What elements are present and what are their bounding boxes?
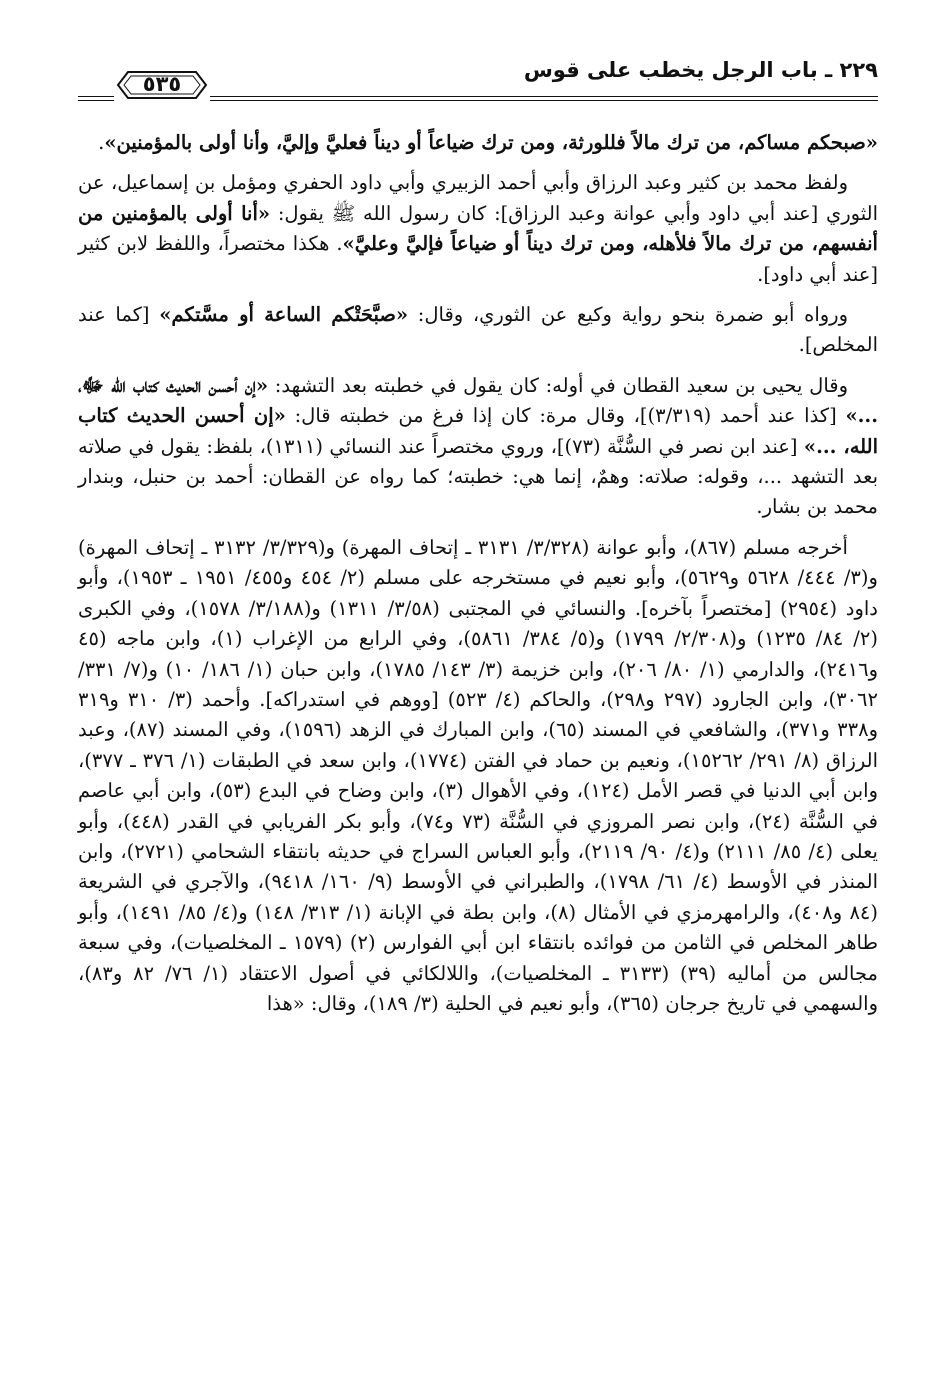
hadith-text: «أنا أولى بالمؤمنين من أنفسهم، من ترك مالاً فلأهله، ومن ترك ديناً أو ضياعاً فإليَّ وعليَّ»: [78, 201, 878, 256]
hadith-text: «صبحكم مساكم، من ترك مالاً فللورثة، ومن ترك ضياعاً أو ديناً فعليَّ وإليَّ، وأنا أولى بالمؤمنين»: [104, 131, 878, 154]
text-run: أخرجه مسلم (٨٦٧)، وأبو عوانة (٣/٣٢٨/ ٣١٣١ ـ إتحاف المهرة) و(٣/٣٢٩/ ٣١٣٢ ـ إتحاف المهرة) و(٣/ ٤٤٤/ ٥٦٢٨ و٥٦٢٩)، وأبو نعيم في مستخرجه على مسلم (٢/ ٤٥٤ و٤٥٥/ ١٩٥١ ـ ١٩٥٣)، وأبو داود (٢٩٥٤) [مختصراً بآخره]. والنسائي في المجتبى (٣/٥٨/ ١٣١١) و(٣/١٨٨/ ١٥٧٨)، وفي الكبرى (٢/ ٨٤/ ١٢٣٥) و(٢/٣٠٨/ ١٧٩٩) و(٥/ ٣٨٤/ ٥٨٦١)، وفي الرابع من الإغراب (١)، وابن ماجه (٤٥ و٢٤١٦)، والدارمي (١/ ٨٠/ ٢٠٦)، وابن خزيمة (٣/ ١٤٣/ ١٧٨٥)، وابن حبان (١/ ١٨٦/ ١٠) و(٧/ ٣٣١/ ٣٠٦٢)، وابن الجارود (٢٩٧ و٢٩٨)، والحاكم (٤/ ٥٢٣) [ووهم في استدراكه]. وأحمد (٣/ ٣١٠ و٣١٩ و٣٣٨ و٣٧١)، والشافعي في المسند (٦٥)، وابن المبارك في الزهد (١٥٩٦)، وفي المسند (٨٧)، وعبد الرزاق (٨/ ٢٩١/ ١٥٢٦٢)، ونعيم بن حماد في الفتن (١٧٧٤)، وابن سعد في الطبقات (١/ ٣٧٦ ـ ٣٧٧)، وابن أبي الدنيا في قصر الأمل (١٢٤)، وفي الأهوال (٣)، وابن وضاح في البدع (٥٣)، وابن أبي عاصم في السُّنَّة (٢٤)، وابن نصر المروزي في السُّنَّة (٧٣ و٧٤)، وأبو بكر الفريابي في القدر (٤٤٨)، وأبو يعلى (٤/ ٨٥/ ٢١١١) و(٤/ ٩٠/ ٢١١٩)، وأبو العباس السراج في حديثه بانتقاء الشحامي (٢٧٢١)، وابن المنذر في الأوسط (٤/ ٦١/ ١٧٩٨)، والطبراني في الأوسط (٩/ ١٦٠/ ٩٤١٨)، والآجري في الشريعة (٨٤ و٤٠٨)، والرامهرمزي في الأمثال (٨)، وابن بطة في الإبانة (١/ ٣١٣/ ١٤٨) و(٤/ ٨٥/ ١٤٩١)، وأبو طاهر المخلص في الثامن من فوائده بانتقاء ابن أبي الفوارس (٢) (١٥٧٩ ـ المخلصيات)، وفي سبعة مجالس من أماليه (٣٩) (٣١٣٣ ـ المخلصيات)، واللالكائي في أصول الاعتقاد (١/ ٧٦/ ٨٢ و٨٣)، والسهمي في تاريخ جرجان (٣٦٥)، وأبو نعيم في الحلية (٣/ ١٨٩)، وقال: «هذا: [78, 535, 879, 1015]
paragraph-4: [78, 371, 878, 523]
text-run: وقال يحيى بن سعيد القطان في أوله: كان يقول في خطبته بعد التشهد:: [268, 373, 848, 397]
paragraph-5-takhrij: [78, 533, 878, 1020]
hadith-text: «إن أحسن الحديث كتاب الله ﷻ، ...»: [78, 373, 878, 428]
text-run: [كذا عند أحمد (٣/٣١٩)]، وقال مرة: كان إذا فرغ من خطبته قال:: [285, 404, 846, 428]
page-number: ٥٣٥: [142, 72, 182, 96]
page-header: [78, 52, 878, 102]
page-number-badge: [114, 68, 210, 102]
text-run: [عند ابن نصر في السُّنَّة (٧٣)]، وروي مختصراً عند النسائي (١٣١١)، بلفظ: يقول في صلاته بعد التشهد ...، وقوله: صلاته: وهمٌ، إنما هي: خطبته؛ كما رواه عن القطان: أحمد بن حنبل، وبندار محمد بن بشار.: [78, 434, 878, 519]
text-run: . هكذا مختصراً، واللفظ لابن كثير [عند أبي داود].: [78, 232, 878, 286]
paragraph-1: [78, 128, 878, 158]
paragraph-2: [78, 168, 878, 290]
text-run: ولفظ محمد بن كثير وعبد الرزاق وأبي أحمد الزبيري وأبي داود الحفري ومؤمل بن إسماعيل، عن الثوري [عند أبي داود وأبي عوانة وعبد الرزاق]: كان رسول الله ﷺ يقول:: [78, 171, 879, 225]
text-run: ورواه أبو ضمرة بنحو رواية وكيع عن الثوري، وقال:: [408, 303, 848, 327]
hadith-text: «إن أحسن الحديث كتاب الله، ...»: [78, 404, 878, 458]
main-text: [78, 128, 878, 1029]
text-run: [كما عند المخلص].: [78, 303, 878, 357]
paragraph-3: [78, 300, 878, 361]
hadith-text: «صبَّحَتْكم الساعة أو مسَّتكم»: [159, 303, 409, 327]
chapter-title: ٢٢٩ ـ باب الرجل يخطب على قوس: [523, 58, 878, 82]
text-run: .: [98, 131, 105, 154]
